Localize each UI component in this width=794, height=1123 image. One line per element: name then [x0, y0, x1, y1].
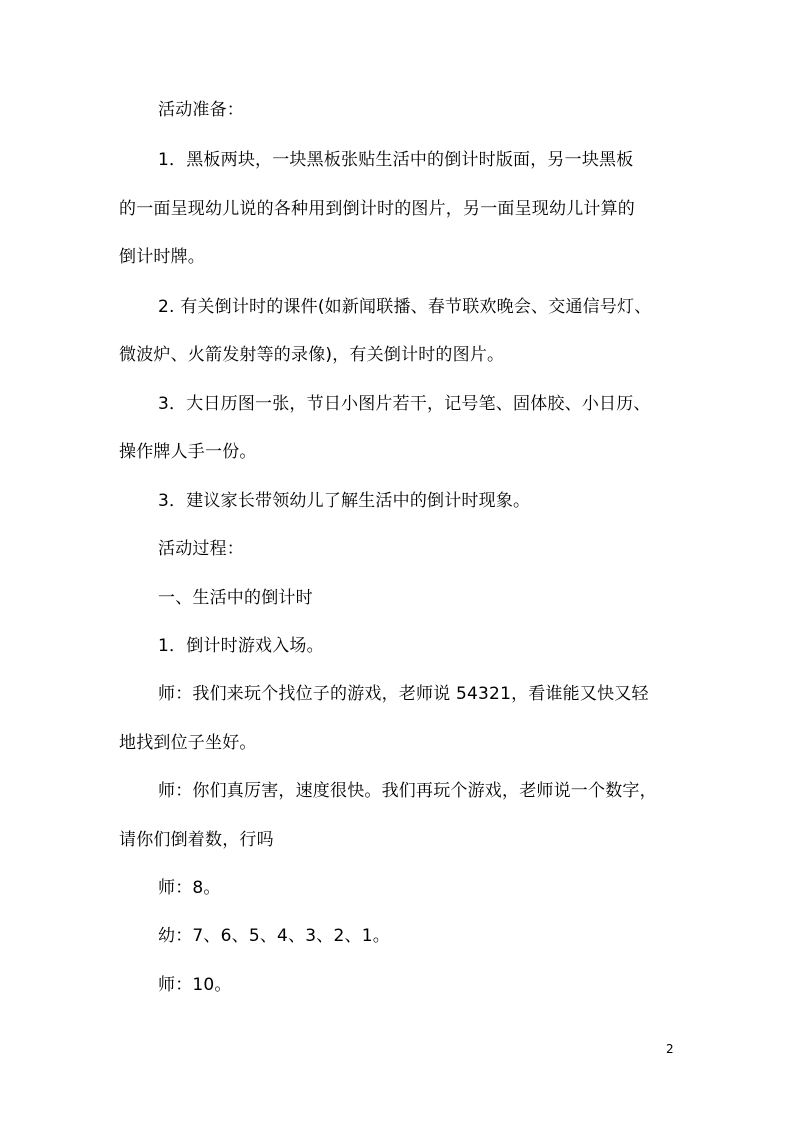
teacher-line-2-part-2: 请你们倒着数，行吗: [119, 830, 274, 850]
preparation-item-1-line-3: 倒计时牌。: [119, 247, 205, 267]
preparation-item-1-line-1: 1．黑板两块，一块黑板张贴生活中的倒计时版面，另一块黑板: [158, 150, 634, 170]
process-step-1: 1．倒计时游戏入场。: [158, 636, 324, 656]
teacher-line-3: 师：8。: [158, 878, 221, 898]
teacher-line-1-part-1: 师：我们来玩个找位子的游戏，老师说 54321，看谁能又快又轻: [158, 684, 649, 704]
preparation-item-4: 3．建议家长带领幼儿了解生活中的倒计时现象。: [158, 491, 531, 511]
child-line-1: 幼：7、6、5、4、3、2、1。: [158, 926, 390, 946]
preparation-item-1-line-2: 的一面呈现幼儿说的各种用到倒计时的图片，另一面呈现幼儿计算的: [119, 199, 635, 219]
page-number: 2: [666, 1042, 674, 1056]
preparation-item-3-line-2: 操作牌人手一份。: [119, 442, 257, 462]
teacher-line-2-part-1: 师：你们真厉害，速度很快。我们再玩个游戏，老师说一个数字，: [158, 781, 657, 801]
heading-activity-process: 活动过程：: [158, 539, 244, 559]
teacher-line-1-part-2: 地找到位子坐好。: [119, 733, 257, 753]
preparation-item-2-line-1: 2. 有关倒计时的课件(如新闻联播、春节联欢晚会、交通信号灯、: [158, 297, 652, 317]
preparation-item-3-line-1: 3．大日历图一张，节日小图片若干，记号笔、固体胶、小日历、: [158, 394, 651, 414]
section-heading-1: 一、生活中的倒计时: [158, 588, 313, 608]
preparation-item-2-line-2: 微波炉、火箭发射等的录像)，有关倒计时的图片。: [119, 345, 505, 365]
heading-activity-preparation: 活动准备：: [158, 100, 244, 120]
teacher-line-4: 师：10。: [158, 975, 232, 995]
